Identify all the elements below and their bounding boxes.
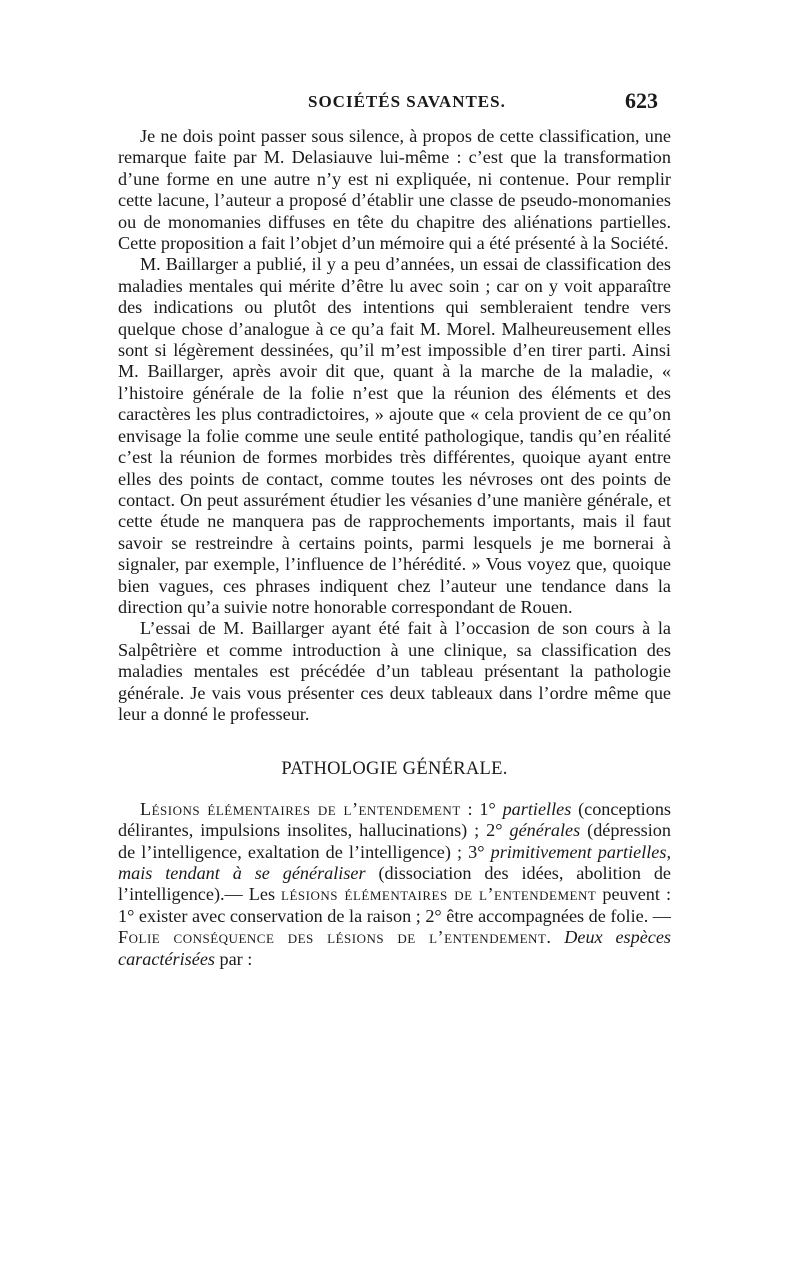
italic-primitivement: primitivement partielles, mais tendant à se généraliser bbox=[118, 841, 672, 883]
body-text bbox=[118, 126, 671, 970]
text-run: par : bbox=[214, 948, 253, 969]
text-run: (conceptions délirantes, impulsions insolites, hallucinations) ; 2° bbox=[118, 798, 672, 841]
text-run: (dissociation des idées, abolition de l’intelligence).— Les bbox=[118, 863, 672, 905]
lesions-label: Lésions élémentaires de l’entendement bbox=[140, 798, 461, 819]
lesions-label-2: lésions élémentaires de l’entendement bbox=[281, 884, 597, 905]
running-title: SOCIÉTÉS SAVANTES. bbox=[308, 92, 506, 111]
section-heading: PATHOLOGIE GÉNÉRALE. bbox=[281, 759, 508, 780]
text-run bbox=[551, 927, 564, 947]
italic-generales: générales bbox=[509, 820, 581, 841]
final-paragraph bbox=[118, 799, 671, 970]
folie-label: Folie conséquence des lésions de l’entendement. bbox=[118, 927, 552, 948]
paragraph: M. Baillarger a publié, il y a peu d’années, un essai de classification des maladies mentales qui mérite d’être lu avec soin ; car on y voit apparaître des indications ou plutôt des intentions qui sembleraient tendre vers quelque chose d’analogue à ce qu’a fait M. Morel. Malheureusement elles sont si légèrement dessinées, qu’il m’est impossible d’en tirer parti. Ainsi M. Baillarger, après avoir dit que, quant à la marche de la maladie, « l’histoire générale de la folie n’est que la réunion des éléments et des caractères les plus contradictoires, » ajoute que « cela provient de ce qu’on envisage la folie comme une seule entité pathologique, tandis qu’en réalité c’est la réunion de formes morbides très différentes, quoique ayant entre elles des points de contact, comme toutes les névroses ont des points de contact. On peut assurément étudier les vésanies d’une manière générale, et cette étude ne manquera pas de rapprochements importants, mais il faut savoir se restreindre à certains points, parmi lesquels je me bornerai à signaler, par exemple, l’influence de l’hérédité. » Vous voyez que, quoique bien vagues, ces phrases indiquent chez l’auteur une tendance dans la direction qu’a suivie notre honorable correspondant de Rouen. bbox=[118, 254, 671, 617]
text-run: : 1° bbox=[460, 798, 503, 819]
text-run: (dépression de l’intelligence, exaltation de l’intelligence) ; 3° bbox=[118, 820, 671, 862]
italic-partielles: partielles bbox=[502, 798, 572, 819]
page-number: 623 bbox=[625, 88, 658, 113]
paragraph: L’essai de M. Baillarger ayant été fait à l’occasion de son cours à la Salpêtrière et comme introduction à une clinique, sa classification des maladies mentales est précédée d’un tableau présentant la pathologie générale. Je vais vous présenter ces deux tableaux dans l’ordre même que leur a donné le professeur. bbox=[118, 618, 671, 724]
text-run: peuvent : 1° exister avec conservation de la raison ; 2° être accompagnées de folie. — bbox=[118, 884, 671, 926]
paragraph: Je ne dois point passer sous silence, à propos de cette classification, une remarque faite par M. Delasiauve lui-même : c’est que la transformation d’une forme en une autre n’y est ni expliquée, ni contenue. Pour remplir cette lacune, l’auteur a proposé d’établir une classe de pseudo-monomanies ou de monomanies diffuses en tête du chapitre des aliénations partielles. Cette proposition a fait l’objet d’un mémoire qui a été présenté à la Société. bbox=[118, 126, 671, 254]
italic-deux-especes: Deux espèces caractérisées bbox=[118, 927, 672, 969]
running-head bbox=[118, 88, 658, 120]
